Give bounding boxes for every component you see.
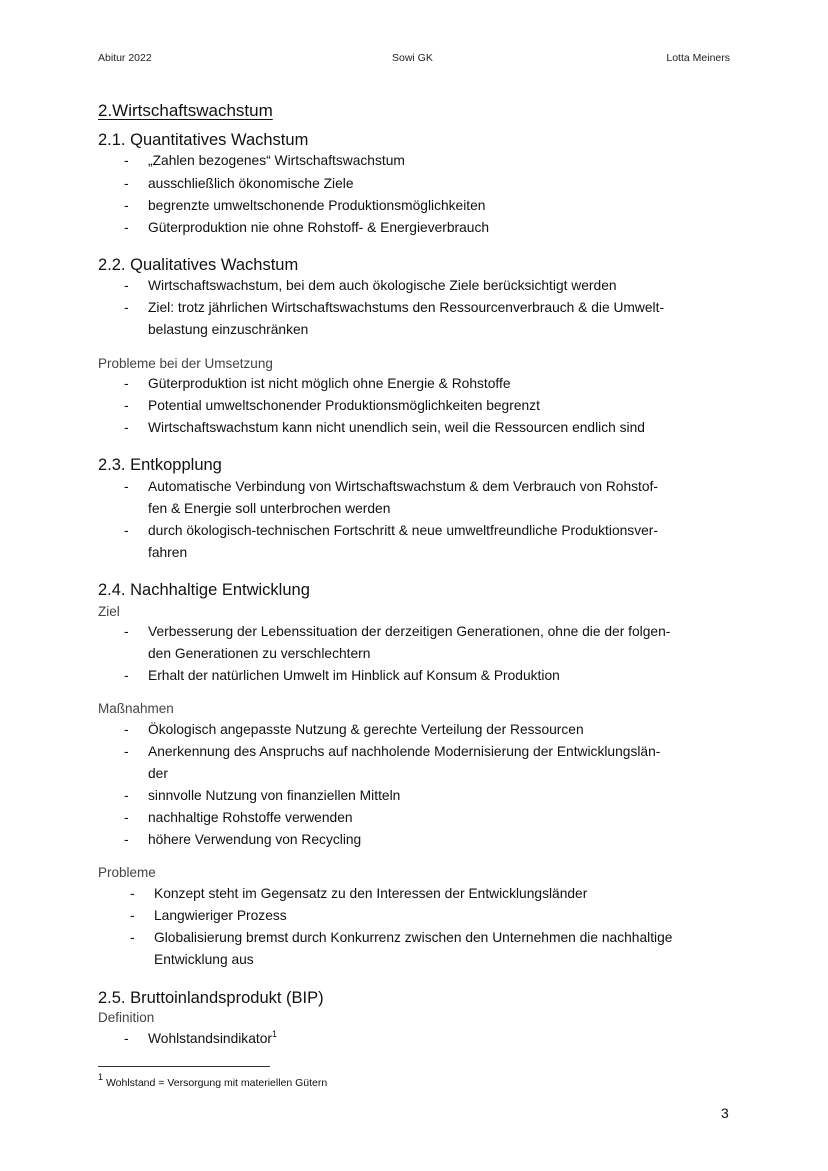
list-item-text: [148, 645, 370, 663]
bullet-dash: -: [124, 722, 129, 737]
list-item-text: [148, 277, 617, 295]
subsection-label: Definition: [98, 1010, 155, 1025]
list-item-line: durch ökologisch-technischen Fortschritt & neue umweltfreundliche Produktionsver-: [148, 523, 658, 538]
list-item-line: Erhalt der natürlichen Umwelt im Hinblick auf Konsum & Produktion: [148, 668, 560, 683]
bullet-dash: -: [130, 886, 135, 901]
bullet-dash: -: [124, 176, 129, 191]
chapter-title: 2.Wirtschaftswachstum: [98, 101, 273, 120]
bullet-dash: -: [124, 479, 129, 494]
list-item-line: Konzept steht im Gegensatz zu den Interessen der Entwicklungsländer: [154, 886, 588, 901]
list-item-text: [148, 522, 658, 540]
section-heading: 2.3. Entkopplung: [98, 456, 222, 474]
footnote-mark: 1: [98, 1072, 104, 1082]
section-heading: 2.2. Qualitatives Wachstum: [98, 256, 299, 274]
list-item-line: sinnvolle Nutzung von finanziellen Mitteln: [148, 788, 401, 803]
header-center: Sowi GK: [392, 52, 433, 64]
list-item-text: [148, 375, 511, 393]
section-heading: 2.4. Nachhaltige Entwicklung: [98, 581, 310, 599]
footnote-separator: [98, 1066, 270, 1067]
bullet-dash: -: [124, 376, 129, 391]
subsection-label: Ziel: [98, 604, 120, 619]
footnote: [98, 1074, 327, 1092]
list-item-text: [148, 197, 485, 215]
list-item-line: Langwieriger Prozess: [154, 908, 287, 923]
list-item-line: Anerkennung des Anspruchs auf nachholende Modernisierung der Entwicklungslän-: [148, 744, 661, 759]
header-right: Lotta Meiners: [666, 52, 730, 64]
list-item-line: ausschließlich ökonomische Ziele: [148, 176, 354, 191]
list-item-line: Wirtschaftswachstum, bei dem auch ökologische Ziele berücksichtigt werden: [148, 278, 617, 293]
list-item-text: [148, 544, 187, 562]
list-item-line: Ziel: trotz jährlichen Wirtschaftswachstums den Ressourcenverbrauch & die Umwelt-: [148, 300, 665, 315]
list-item-line: fen & Energie soll unterbrochen werden: [148, 501, 391, 516]
list-item-text: [148, 1030, 277, 1048]
list-item-text: [148, 419, 645, 437]
list-item-line: Globalisierung bremst durch Konkurrenz zwischen den Unternehmen die nachhaltige: [154, 930, 673, 945]
list-item-text: [148, 299, 664, 317]
list-item-text: [148, 219, 489, 237]
list-item-text: [148, 787, 400, 805]
bullet-dash: -: [124, 153, 129, 168]
list-item-line: der: [148, 766, 168, 781]
list-item-line: nachhaltige Rohstoffe verwenden: [148, 810, 353, 825]
bullet-dash: -: [124, 420, 129, 435]
header-left: Abitur 2022: [98, 52, 152, 64]
bullet-dash: -: [130, 930, 135, 945]
bullet-dash: -: [124, 398, 129, 413]
list-item-text: [148, 765, 168, 783]
list-item-text: [148, 721, 584, 739]
list-item-text: [148, 321, 308, 339]
list-item-line: Entwicklung aus: [154, 952, 254, 967]
list-item-text: [148, 500, 390, 518]
list-item-text: [148, 175, 354, 193]
list-item-line: Wohlstandsindikator: [148, 1031, 272, 1046]
list-item-line: Potential umweltschonender Produktionsmöglichkeiten begrenzt: [148, 398, 540, 413]
bullet-dash: -: [124, 668, 129, 683]
list-item-line: begrenzte umweltschonende Produktionsmöglichkeiten: [148, 198, 486, 213]
list-item-line: „Zahlen bezogenes“ Wirtschaftswachstum: [148, 153, 405, 168]
list-item-line: Güterproduktion ist nicht möglich ohne Energie & Rohstoffe: [148, 376, 511, 391]
list-item-text: [154, 929, 672, 947]
footnote-reference[interactable]: 1: [271, 1029, 277, 1039]
list-item-text: [148, 667, 560, 685]
page-number: 3: [721, 1105, 729, 1121]
bullet-dash: -: [124, 832, 129, 847]
footnote-text: Wohlstand = Versorgung mit materiellen Gütern: [105, 1077, 328, 1089]
list-item-text: [148, 623, 670, 641]
list-item-text: [148, 809, 353, 827]
section-heading: 2.5. Bruttoinlandsprodukt (BIP): [98, 989, 324, 1007]
bullet-dash: -: [124, 810, 129, 825]
bullet-dash: -: [124, 523, 129, 538]
list-item-text: [148, 478, 658, 496]
list-item-line: belastung einzuschränken: [148, 322, 309, 337]
subsection-label: Probleme bei der Umsetzung: [98, 356, 273, 371]
bullet-dash: -: [124, 1031, 129, 1046]
subsection-label: Probleme: [98, 865, 156, 880]
list-item-text: [154, 907, 287, 925]
list-item-line: Verbesserung der Lebenssituation der derzeitigen Generationen, ohne die der folgen-: [148, 624, 671, 639]
bullet-dash: -: [124, 788, 129, 803]
bullet-dash: -: [130, 908, 135, 923]
list-item-line: Automatische Verbindung von Wirtschaftswachstum & dem Verbrauch von Rohstof-: [148, 479, 658, 494]
bullet-dash: -: [124, 744, 129, 759]
list-item-line: Ökologisch angepasste Nutzung & gerechte Verteilung der Ressourcen: [148, 722, 584, 737]
list-item-text: [154, 951, 254, 969]
bullet-dash: -: [124, 300, 129, 315]
bullet-dash: -: [124, 220, 129, 235]
list-item-line: den Generationen zu verschlechtern: [148, 646, 371, 661]
bullet-dash: -: [124, 624, 129, 639]
list-item-line: Wirtschaftswachstum kann nicht unendlich sein, weil die Ressourcen endlich sind: [148, 420, 645, 435]
subsection-label: Maßnahmen: [98, 701, 174, 716]
bullet-dash: -: [124, 278, 129, 293]
list-item-line: höhere Verwendung von Recycling: [148, 832, 362, 847]
list-item-text: [148, 831, 361, 849]
list-item-line: Güterproduktion nie ohne Rohstoff- & Energieverbrauch: [148, 220, 490, 235]
section-heading: 2.1. Quantitatives Wachstum: [98, 131, 309, 149]
list-item-text: [148, 397, 540, 415]
list-item-text: [148, 152, 405, 170]
list-item-line: fahren: [148, 545, 188, 560]
list-item-text: [154, 885, 587, 903]
bullet-dash: -: [124, 198, 129, 213]
list-item-text: [148, 743, 660, 761]
